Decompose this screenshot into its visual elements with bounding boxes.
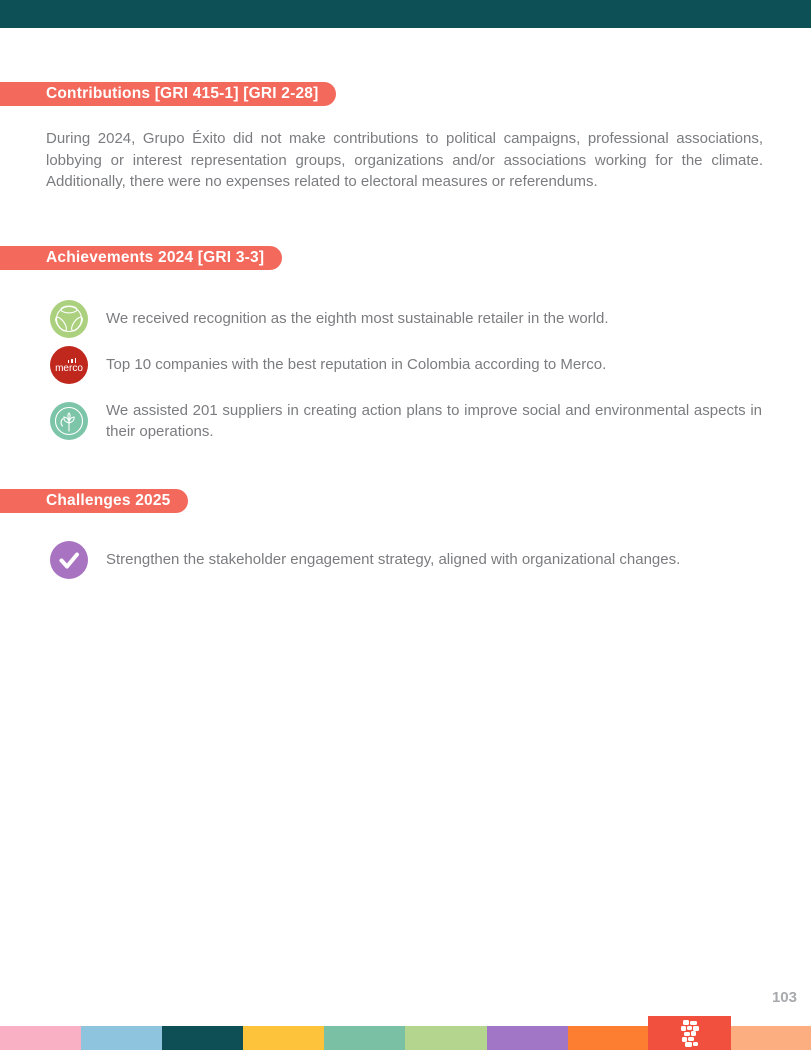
footer-bar-segment: [730, 1026, 811, 1050]
achievements-section-badge: Achievements 2024 [GRI 3-3]: [0, 246, 282, 270]
list-item: [50, 541, 762, 579]
list-item: [50, 400, 762, 442]
achievements-list: [50, 300, 762, 442]
checkmark-icon: [50, 541, 88, 579]
seedling-hand-icon: [50, 402, 88, 440]
footer-bar-segment: [568, 1026, 649, 1050]
footer-bar-segment: [0, 1026, 81, 1050]
challenges-list: [50, 541, 762, 579]
footer-bar-segment: [487, 1026, 568, 1050]
footer-bar-segment: [162, 1026, 243, 1050]
footer-bar-segment: [405, 1026, 486, 1050]
contributions-body-text: During 2024, Grupo Éxito did not make contributions to political campaigns, professional associations, lobbying or interest representation groups, organizations and/or associations working for the climate. Additionally, there were no expenses related to electoral measures or referendums.: [46, 130, 763, 190]
footer-bar-segment: [324, 1026, 405, 1050]
challenge-item-text: Strengthen the stakeholder engagement strategy, aligned with organizational changes.: [106, 551, 681, 568]
list-item: [50, 300, 762, 338]
page-content: [0, 28, 811, 587]
merco-logo-icon: [50, 346, 88, 384]
challenges-section-badge: Challenges 2025: [0, 489, 188, 513]
sustainable-world-icon: [50, 300, 88, 338]
footer-bar-segment: [81, 1026, 162, 1050]
list-item: [50, 346, 762, 384]
grupo-exito-logo: [648, 1016, 731, 1050]
merco-wordmark: merco: [55, 363, 83, 374]
achievement-item-text: Top 10 companies with the best reputation in Colombia according to Merco.: [106, 356, 607, 373]
footer-bar-segment: [243, 1026, 324, 1050]
contributions-section-badge: Contributions [GRI 415-1] [GRI 2-28]: [0, 82, 336, 106]
top-teal-bar: [0, 0, 811, 28]
page-number: 103: [771, 989, 797, 1006]
achievement-item-text: We received recognition as the eighth most sustainable retailer in the world.: [106, 310, 609, 327]
grupo-exito-logo-glyph: [678, 1020, 702, 1047]
achievement-item-text: We assisted 201 suppliers in creating action plans to improve social and environmental aspects in their operations.: [106, 401, 762, 440]
